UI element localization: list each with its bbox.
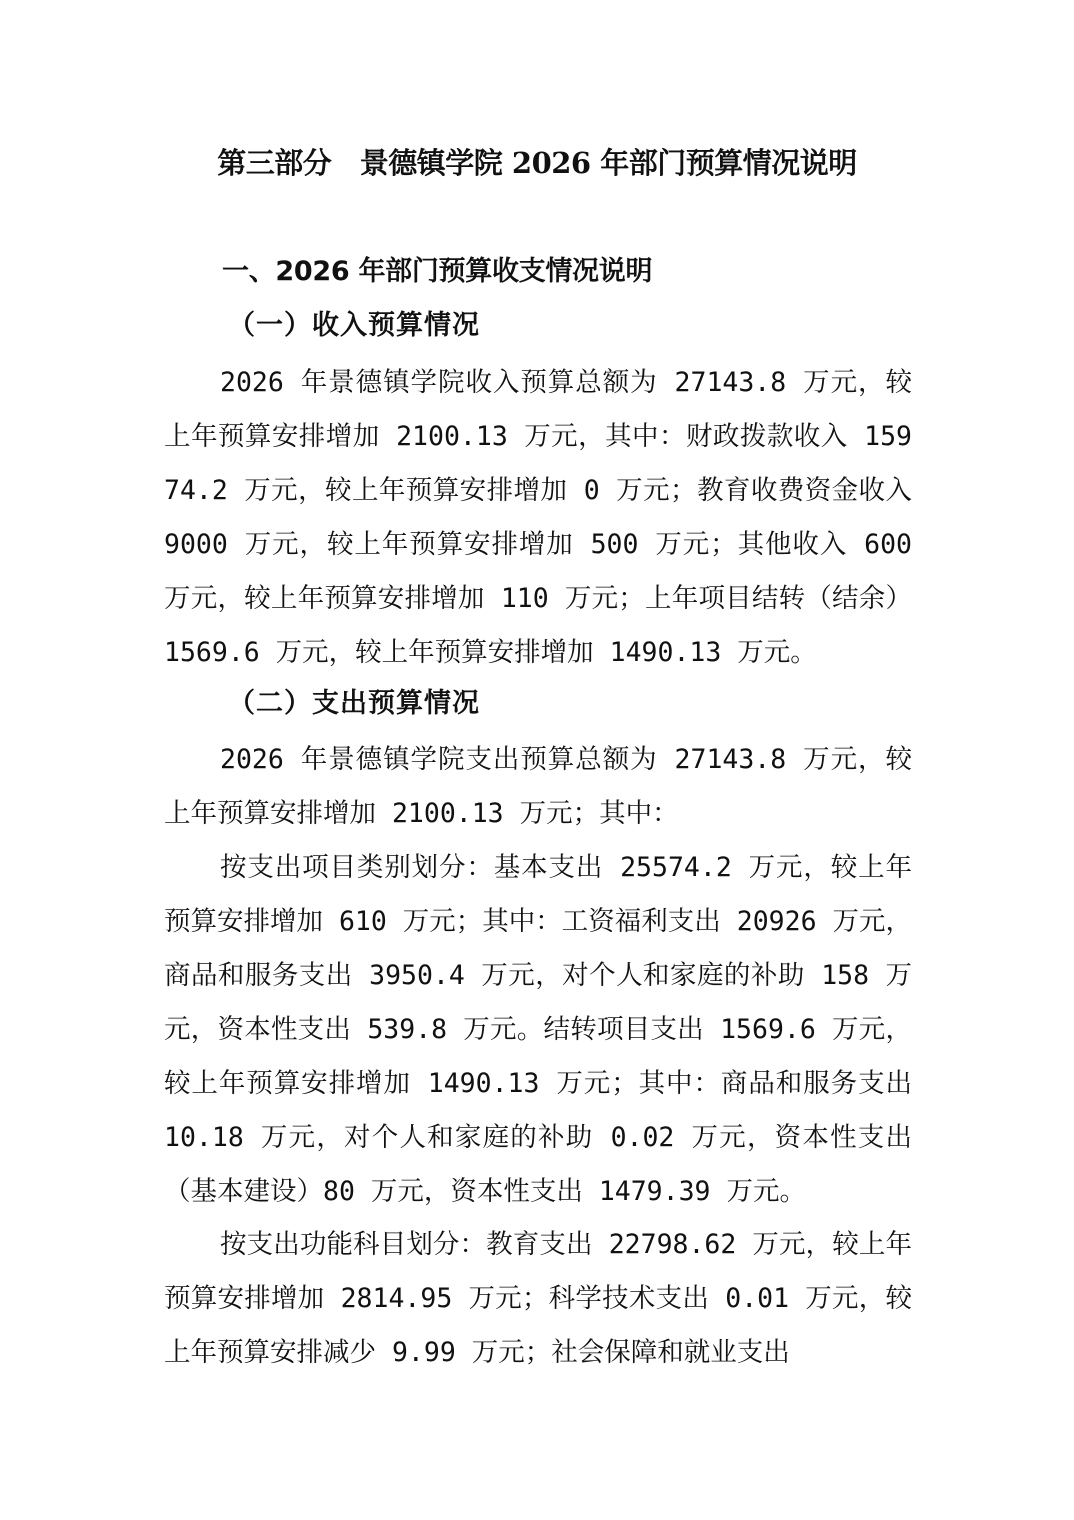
expense-total-paragraph: 2026 年景德镇学院支出预算总额为 27143.8 万元，较上年预算安排增加 2100.13 万元；其中： bbox=[164, 744, 912, 829]
document-title: 第三部分 景德镇学院 2026 年部门预算情况说明 bbox=[217, 146, 857, 180]
subsection-heading-expense: （二）支出预算情况 bbox=[228, 688, 480, 719]
income-paragraph: 2026 年景德镇学院收入预算总额为 27143.8 万元，较上年预算安排增加 2100.13 万元，其中：财政拨款收入 15974.2 万元，较上年预算安排增加 0 万元；教育收费资金收入 9000 万元，较上年预算安排增加 500 万元；其他收入 600 万元，较上年预算安排增加 110 万元；上年项目结转（结余）1569.6 万元，较上年预算安排增加 1490.13 万元。 bbox=[164, 367, 912, 668]
section-heading-budget-overview: 一、2026 年部门预算收支情况说明 bbox=[222, 256, 653, 287]
expense-by-type-paragraph: 按支出项目类别划分：基本支出 25574.2 万元，较上年预算安排增加 610 万元；其中：工资福利支出 20926 万元，商品和服务支出 3950.4 万元，对个人和家庭的补助 158 万元，资本性支出 539.8 万元。结转项目支出 1569.6 万元，较上年预算安排增加 1490.13 万元；其中：商品和服务支出 10.18 万元，对个人和家庭的补助 0.02 万元，资本性支出（基本建设）80 万元，资本性支出 1479.39 万元。 bbox=[164, 852, 912, 1207]
subsection-heading-income: （一）收入预算情况 bbox=[228, 310, 480, 341]
expense-by-function-paragraph: 按支出功能科目划分：教育支出 22798.62 万元，较上年预算安排增加 2814.95 万元；科学技术支出 0.01 万元，较上年预算安排减少 9.99 万元；社会保障和就业支出 bbox=[164, 1229, 912, 1368]
